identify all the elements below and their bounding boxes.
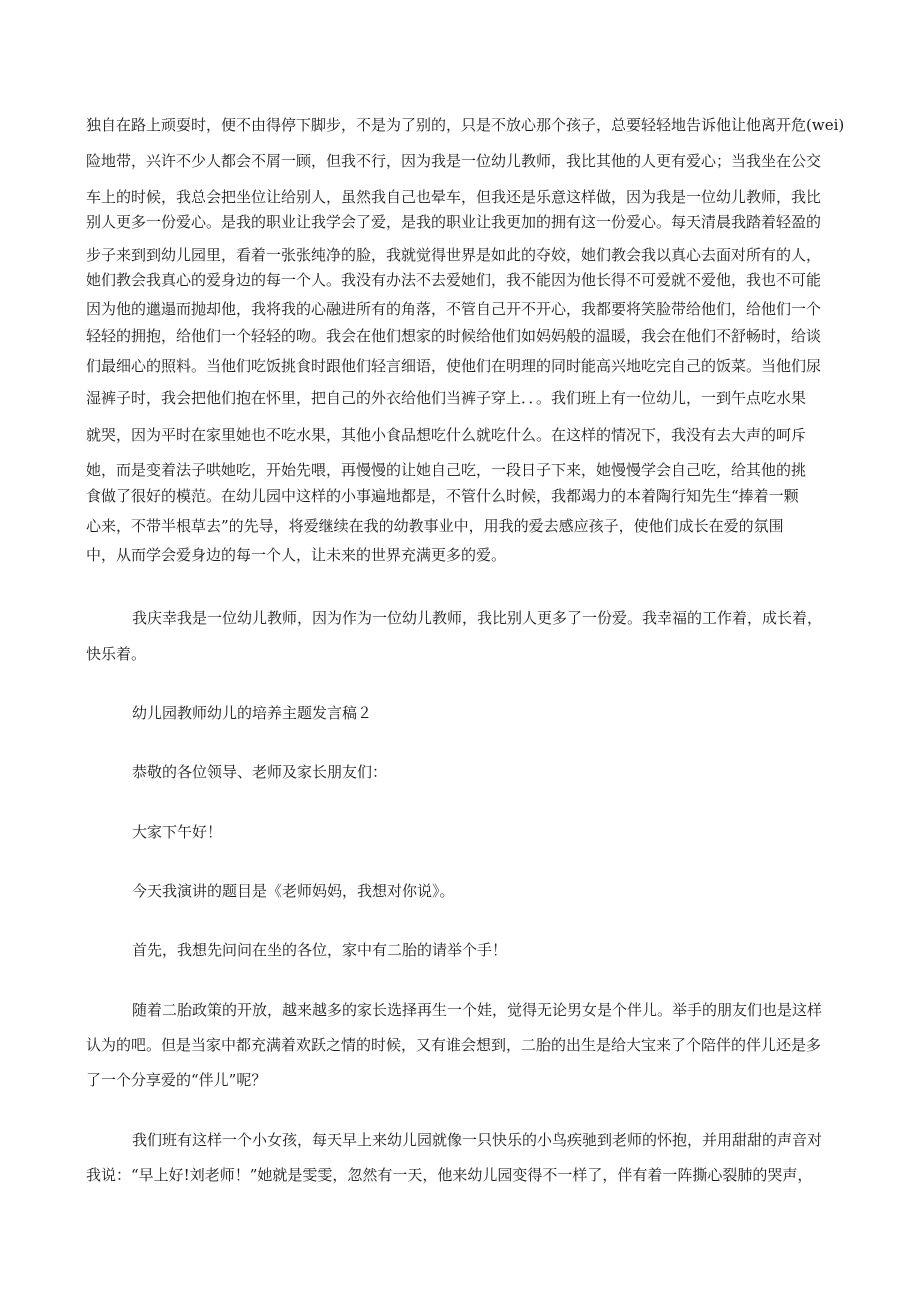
paragraph-line: 随着二胎政策的开放，越来越多的家长选择再生一个娃，觉得无论男女是个伴儿。举手的朋友们也是这样 [132, 1001, 823, 1019]
paragraph-line: 了一个分享爱的“伴儿”呢？ [86, 1071, 267, 1089]
paragraph-line: 我们班有这样一个小女孩，每天早上来幼儿园就像一只快乐的小鸟疾驰到老师的怀抱，并用甜甜的声音对 [132, 1131, 823, 1149]
body-text-line: 别人更多一份爱心。是我的职业让我学会了爱，是我的职业让我更加的拥有这一份爱心。每天清晨我踏着轻盈的 [86, 213, 822, 231]
body-text-line: 食做了很好的模范。在幼儿园中这样的小事遍地都是，不管什么时候，我都竭力的本着陶行知先生“捧着一颗 [86, 487, 799, 505]
greeting-line: 恭敬的各位领导、老师及家长朋友们： [132, 763, 388, 781]
question-line: 首先，我想先问问在坐的各位，家中有二胎的请举个手！ [132, 941, 508, 959]
paragraph-line: 快乐着。 [86, 645, 147, 663]
paragraph-line: 我说：“早上好!刘老师！”她就是雯雯，忽然有一天，他来幼儿园变得不一样了，伴有着一阵撕心裂肺的哭声， [86, 1166, 813, 1184]
section-heading: 幼儿园教师幼儿的培养主题发言稿２ [132, 704, 373, 722]
topic-line: 今天我演讲的题目是《老师妈妈，我想对你说》。 [132, 882, 455, 900]
body-text-line: 她，而是变着法子哄她吃，开始先喂，再慢慢的让她自己吃，一段日子下来，她慢慢学会自己吃，给其他的挑 [86, 461, 807, 479]
body-text-line: 湿裤子时，我会把他们抱在怀里，把自己的外衣给他们当裤子穿上．．。我们班上有一位幼儿，一到午点吃水果 [86, 389, 807, 407]
body-text-line: 险地带，兴许不少人都会不屑一顾，但我不行，因为我是一位幼儿教师，我比其他的人更有爱心；当我坐在公交 [86, 152, 822, 170]
paragraph-line: 认为的吧。但是当家中都充满着欢跃之情的时候，又有谁会想到，二胎的出生是给大宝来了个陪伴的伴儿还是多 [86, 1036, 822, 1054]
salutation-line: 大家下午好！ [132, 823, 223, 841]
body-text-line: 就哭，因为平时在家里她也不吃水果，其他小食品想吃什么就吃什么。在这样的情况下，我没有去大声的呵斥 [86, 426, 807, 444]
paragraph-line: 我庆幸我是一位幼儿教师，因为作为一位幼儿教师，我比别人更多了一份爱。我幸福的工作着，成长着， [132, 609, 823, 627]
body-text-line: 们最细心的照料。当他们吃饭挑食时跟他们轻言细语，使他们在明理的同时能高兴地吃完自己的饭菜。当他们尿 [86, 357, 822, 375]
body-text-line: 独自在路上顽耍时，便不由得停下脚步，不是为了别的，只是不放心那个孩子，总要轻轻地告诉他让他离开危(wei) [86, 116, 845, 134]
body-text-line: 中，从而学会爱身边的每一个人，让未来的世界充满更多的爱。 [86, 546, 507, 564]
body-text-line: 步子来到到幼儿园里，看着一张张纯净的脸，我就觉得世界是如此的夺姣，她们教会我以真心去面对所有的人， [86, 246, 822, 264]
body-text-line: 车上的时候，我总会把坐位让给别人，虽然我自己也晕车，但我还是乐意这样做，因为我是一位幼儿教师，我比 [86, 188, 822, 206]
body-text-line: 因为他的邋遢而抛却他，我将我的心融进所有的角落，不管自己开不开心，我都要将笑脸带给他们，给他们一个 [86, 300, 822, 318]
body-text-line: 她们教会我真心的爱身边的每一个人。我没有办法不去爱她们，我不能因为他长得不可爱就不爱他，我也不可能 [86, 271, 822, 289]
body-text-line: 心来，不带半根草去”的先导，将爱继续在我的幼教事业中，用我的爱去感应孩子，使他们成长在爱的氛围 [86, 517, 784, 535]
body-text-line: 轻轻的拥抱，给他们一个轻轻的吻。我会在他们想家的时候给他们如妈妈般的温暖，我会在他们不舒畅时，给谈 [86, 327, 822, 345]
